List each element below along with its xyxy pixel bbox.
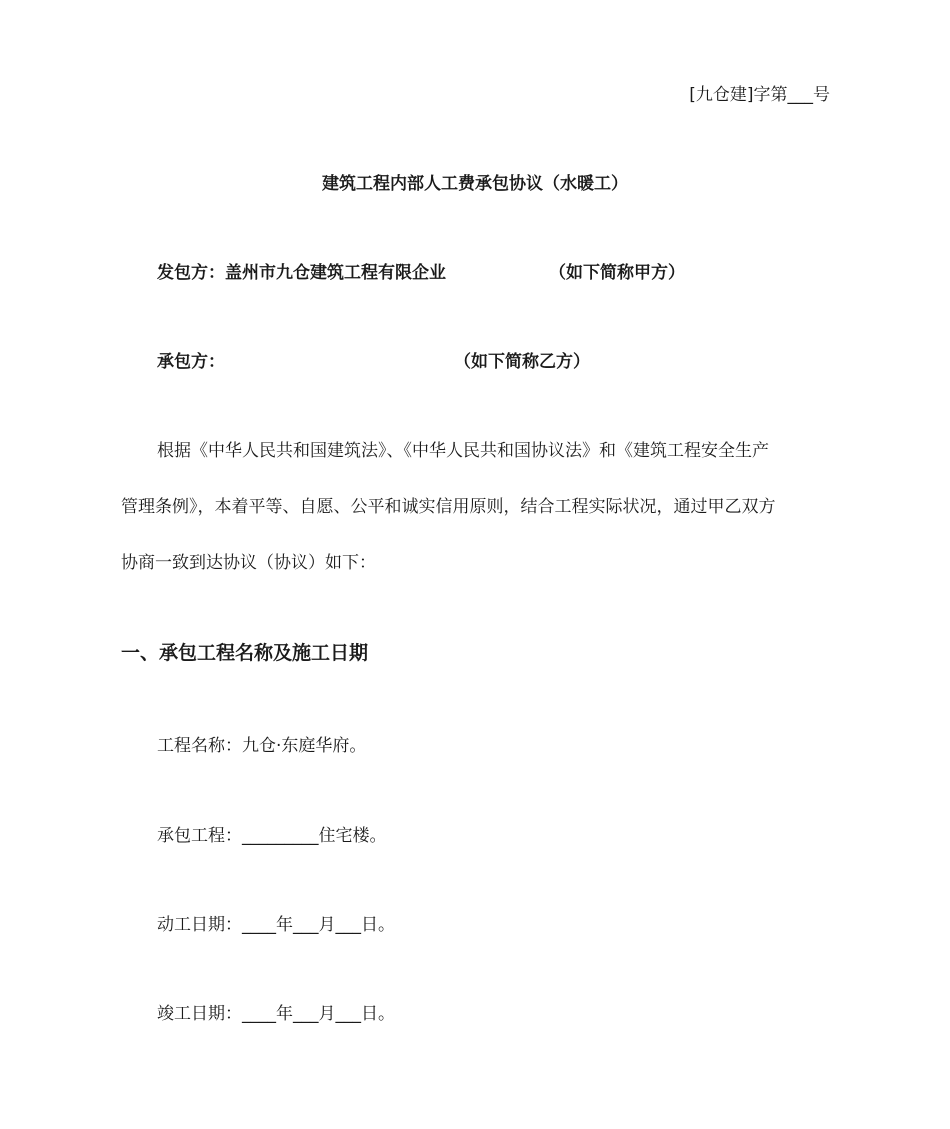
party-a-label: 发包方：盖州市九仓建筑工程有限企业 (157, 263, 446, 283)
document-title: 建筑工程内部人工费承包协议（水暖工） (322, 174, 628, 194)
reference-number: [九仓建]字第___号 (689, 85, 830, 105)
field-contracted-project: 承包工程：_________住宅楼。 (157, 826, 387, 846)
preamble-line-1: 根据《中华人民共和国建筑法》、《中华人民共和国协议法》和《建筑工程安全生产 (157, 441, 769, 461)
section-heading: 一、承包工程名称及施工日期 (121, 642, 369, 664)
preamble-line-3: 协商一致到达协议（协议）如下： (121, 553, 376, 573)
field-project-name: 工程名称：九仓·东庭华府。 (157, 736, 367, 756)
preamble-line-2: 管理条例》，本着平等、自愿、公平和诚实信用原则，结合工程实际状况，通过甲乙双方 (121, 497, 776, 517)
party-b-label: 承包方： (157, 352, 225, 372)
party-a-note: （如下简称甲方） (549, 263, 685, 283)
field-start-date: 动工日期：____年___月___日。 (157, 915, 395, 935)
field-completion-date: 竣工日期：____年___月___日。 (157, 1004, 395, 1024)
party-b-note: （如下简称乙方） (454, 352, 590, 372)
